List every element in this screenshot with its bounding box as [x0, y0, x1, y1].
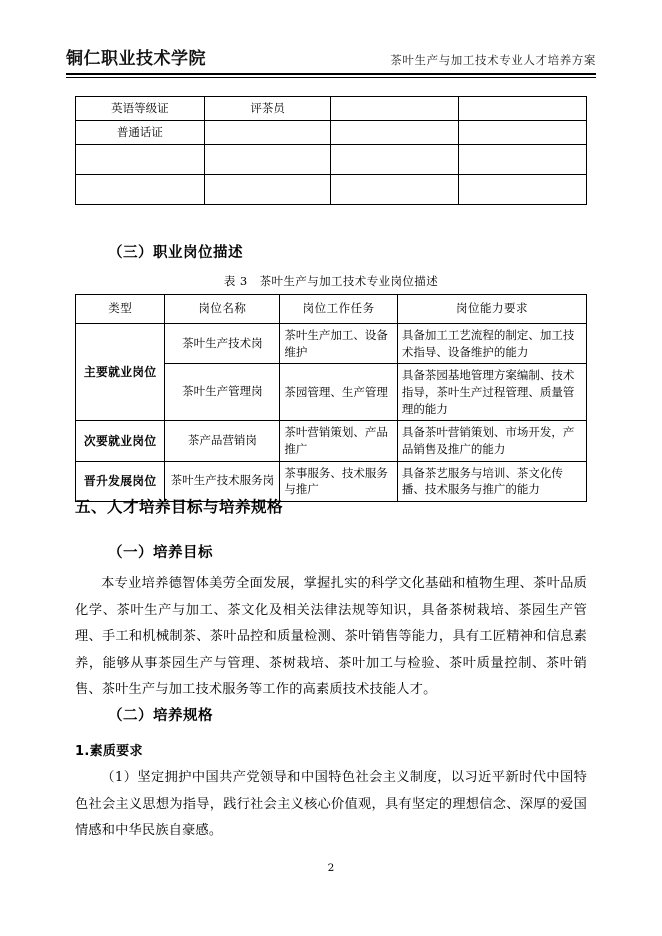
table-cell — [204, 145, 331, 175]
column-header-ability-requirement: 岗位能力要求 — [397, 295, 586, 324]
cell-work-task: 茶事服务、技术服务与推广 — [280, 461, 398, 501]
table-row — [76, 121, 587, 145]
header-divider-rule — [66, 73, 596, 78]
table-cell — [76, 145, 205, 175]
table-cell — [76, 175, 205, 205]
table3-caption-label: 表 3 — [223, 274, 248, 288]
cell-ability-requirement: 具备茶园基地管理方案编制、技术指导，茶叶生产过程管理、质量管理的能力 — [397, 364, 586, 421]
table-row — [76, 97, 587, 121]
cell-position-name: 茶叶生产管理岗 — [165, 364, 280, 421]
table-row — [76, 421, 587, 461]
job-position-table — [75, 294, 587, 502]
document-subject-title: 茶叶生产与加工技术专业人才培养方案 — [390, 53, 596, 67]
table-cell — [204, 121, 331, 145]
paragraph-text: 本专业培养德智体美劳全面发展，掌握扎实的科学文化基础和植物生理、茶叶品质化学、茶叶生产与加工、茶文化及相关法律法规等知识，具备茶树栽培、茶园生产管理、手工和机械制茶、茶叶品控和质量检测、茶叶销售等能力，具有工匠精神和信息素养，能够从事茶园生产与管理、茶树栽培、茶叶加工与检验、茶叶质量控制、茶叶销售、茶叶生产与加工技术服务等工作的高素质技术技能人才。 — [75, 576, 587, 697]
table3-head — [76, 295, 587, 324]
table-row — [76, 145, 587, 175]
cell-position-type: 晋升发展岗位 — [76, 461, 165, 501]
cell-position-name: 茶产品营销岗 — [165, 421, 280, 461]
institution-name: 铜仁职业技术学院 — [66, 49, 206, 69]
cell-work-task: 茶叶营销策划、产品推广 — [280, 421, 398, 461]
cell-work-task: 茶园管理、生产管理 — [280, 364, 398, 421]
page-number: 2 — [327, 862, 335, 874]
table-cell: 英语等级证 — [76, 97, 205, 121]
heading-training-specification: （二）培养规格 — [108, 708, 213, 724]
paragraph-quality-requirement-1 — [75, 765, 587, 845]
cell-position-type: 次要就业岗位 — [76, 421, 165, 461]
table-row — [76, 175, 587, 205]
cell-ability-requirement: 具备加工工艺流程的制定、加工技术指导、设备维护的能力 — [397, 324, 586, 364]
certificates-table-body — [76, 97, 587, 205]
table-cell — [331, 121, 459, 145]
table-cell — [459, 145, 587, 175]
table-header-row — [76, 295, 587, 324]
table-cell — [459, 175, 587, 205]
paragraph-text: （1）坚定拥护中国共产党领导和中国特色社会主义制度，以习近平新时代中国特色社会主义思想为指导，践行社会主义核心价值观，具有坚定的理想信念、深厚的爱国情感和中华民族自豪感。 — [75, 770, 587, 838]
table3-container — [75, 294, 587, 502]
heading-job-position-description: （三）职业岗位描述 — [108, 245, 243, 261]
table-cell — [204, 175, 331, 205]
table-cell — [459, 121, 587, 145]
paragraph-training-objective — [75, 571, 587, 704]
column-header-type: 类型 — [76, 295, 165, 324]
cell-ability-requirement: 具备茶叶营销策划、市场开发，产品销售及推广的能力 — [397, 421, 586, 461]
document-header — [66, 44, 596, 69]
table-cell — [331, 97, 459, 121]
table3-body — [76, 324, 587, 502]
certificates-table-container — [75, 96, 587, 205]
cell-position-name: 茶叶生产技术服务岗 — [165, 461, 280, 501]
table-row — [76, 324, 587, 364]
table-cell — [459, 97, 587, 121]
heading-talent-training-goal-and-spec: 五、人才培养目标与培养规格 — [75, 498, 284, 516]
table3-caption-title: 茶叶生产与加工技术专业岗位描述 — [259, 274, 439, 288]
table-cell: 普通话证 — [76, 121, 205, 145]
table-cell: 评茶员 — [204, 97, 331, 121]
cell-position-name: 茶叶生产技术岗 — [165, 324, 280, 364]
table3-caption — [75, 273, 587, 289]
column-header-position-name: 岗位名称 — [165, 295, 280, 324]
heading-quality-requirement: 1.素质要求 — [75, 744, 143, 759]
column-header-work-task: 岗位工作任务 — [280, 295, 398, 324]
table-cell — [331, 145, 459, 175]
cell-work-task: 茶叶生产加工、设备维护 — [280, 324, 398, 364]
certificates-table — [75, 96, 587, 205]
cell-ability-requirement: 具备茶艺服务与培训、茶文化传播、技术服务与推广的能力 — [397, 461, 586, 501]
table-cell — [331, 175, 459, 205]
cell-position-type: 主要就业岗位 — [76, 324, 165, 421]
heading-training-objective: （一）培养目标 — [108, 545, 213, 561]
